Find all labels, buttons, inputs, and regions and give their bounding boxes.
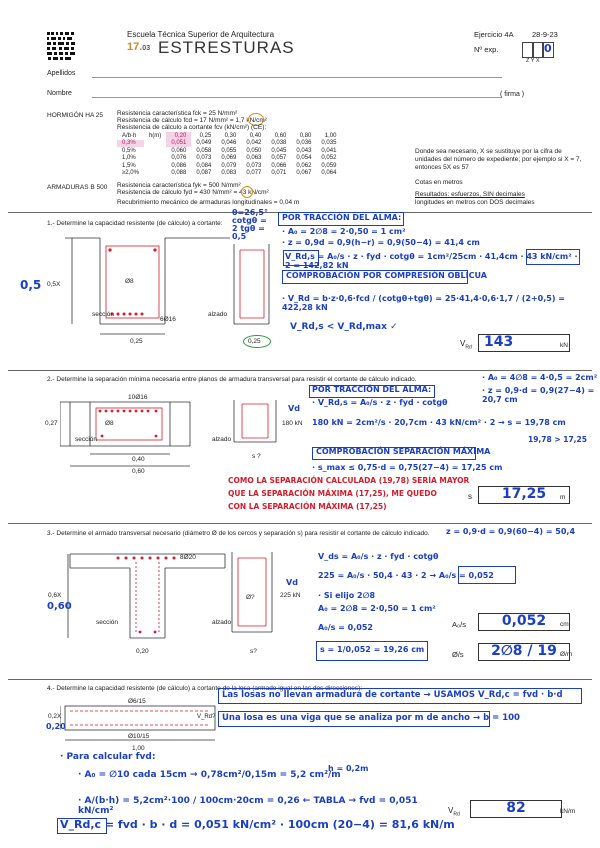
q1-spacing: 0,25 xyxy=(248,338,261,345)
q1-elevation-drawing xyxy=(232,244,272,334)
q4-bot: Ø10/15 xyxy=(128,733,150,740)
q3-hw-l6: s = 1/0,052 = 19,26 cm xyxy=(320,645,425,654)
note: Donde sea necesario, X se sustituye por la cifra de unidades del número de expediente; por ejemplo si X = 7, entonces 5X es 57 xyxy=(415,148,582,171)
q4-answer: 82 xyxy=(506,800,526,816)
th-100: 1,00 xyxy=(324,132,337,139)
q1-hw-angles: θ=26,5° cotgθ = 2 tgθ = 0,5 xyxy=(232,208,268,241)
cell: 0,073 xyxy=(196,155,212,162)
cell: 0,043 xyxy=(296,147,312,154)
q2-hw-title: POR TRACCIÓN DEL ALMA: xyxy=(312,385,432,394)
course-num: 17. xyxy=(127,41,143,53)
q3-s-label: Ø/s xyxy=(452,650,464,659)
q3-h: 0,6X xyxy=(48,592,62,599)
fcv-table xyxy=(117,132,341,177)
row-ratio: ≥2,0% xyxy=(122,170,139,177)
q1-hw-l1: · A₀ = 2∅8 = 2·0,50 = 1 cm² xyxy=(282,227,406,236)
q3-alzado: alzado xyxy=(212,619,232,626)
q2-unit: m xyxy=(560,494,566,501)
nombre-label: Nombre xyxy=(47,90,72,97)
school-name: Escuela Técnica Superior de Arquitectura xyxy=(127,30,275,39)
cell: 0,077 xyxy=(246,170,262,177)
cell: 0,083 xyxy=(221,170,237,177)
q4-w: 1,00 xyxy=(132,745,145,752)
q2-answer: 17,25 xyxy=(501,486,547,502)
q2-hw-l1: · V_Rd,s = A₀/s · z · fyd · cotgθ xyxy=(312,398,448,407)
th-040: 0,40 xyxy=(249,132,262,139)
q2-top: 10Ø16 xyxy=(128,394,148,401)
q1-seccion: sección xyxy=(92,311,115,318)
q4-hw-b2: Una losa es una viga que se analiza por m de ancho → b = 100 xyxy=(222,713,520,723)
q2-hw-r1: · A₀ = 4∅8 = 4·0,5 = 2cm² xyxy=(482,373,598,382)
school-logo xyxy=(47,32,77,60)
q1-hw-l6: V_Rd,s < V_Rd,max ✓ xyxy=(290,322,398,332)
q4-h: 0,2X xyxy=(48,713,62,720)
exercise-label: Ejercicio 4A xyxy=(474,30,514,39)
cell: 0,052 xyxy=(321,155,337,162)
q3-hw-result-box xyxy=(458,566,516,584)
th-ratio: A/b·h xyxy=(122,132,137,139)
q2-w1: 0,40 xyxy=(132,456,145,463)
exp-value: 0 xyxy=(544,42,552,55)
fyd-line: Resistencia de cálculo fyd = 430 N/mm² = 43 kN/cm² xyxy=(117,189,269,196)
exercise-date: 28-9-23 xyxy=(532,30,558,39)
cell: 0,055 xyxy=(221,147,237,154)
q3-hw-l5: A₀/s = 0,052 xyxy=(318,623,373,632)
q2-seccion: sección xyxy=(75,436,98,443)
cell: 0,084 xyxy=(196,162,212,169)
cell: 0,071 xyxy=(271,170,287,177)
q1-alzado: alzado xyxy=(208,311,228,318)
q3-h-hw: 0,60 xyxy=(47,601,72,612)
cell: 0,067 xyxy=(296,170,312,177)
q3-s-answer: 2∅8 / 19 xyxy=(491,643,557,659)
q2-alzado: alzado xyxy=(212,436,232,443)
q3-bar: Ø? xyxy=(246,594,255,601)
q4-text: 4.- Determine la capacidad resistente (de cálculo) a cortante de la losa (armado igual en las dos direcciones): xyxy=(47,685,363,692)
fcv-header-row xyxy=(117,132,341,140)
q4-vrd-v: V xyxy=(448,806,454,815)
q4-hw-l2: · A₀ = ∅10 cada 15cm → 0,78cm²/0,15m = 5,2 cm²/m xyxy=(78,770,341,780)
cell: 0,059 xyxy=(321,162,337,169)
apellidos-label: Apellidos xyxy=(47,70,76,77)
th-025: 0,25 xyxy=(199,132,212,139)
cell: 0,035 xyxy=(321,140,337,147)
cell: 0,057 xyxy=(271,155,287,162)
exp-zyx: Z Y X xyxy=(526,58,540,64)
q1-section-drawing xyxy=(60,232,230,352)
q1-long: 6Ø16 xyxy=(160,316,176,323)
q3-text: 3.- Determine el armado transversal necesario (diámetro Ø de los cercos y separación s) para resistir el cortante de cálculo indicado. xyxy=(47,530,430,537)
q1-hw-result-box xyxy=(526,249,580,265)
q2-hw-l4: COMPROBACIÓN SEPARACIÓN MÁXIMA xyxy=(316,447,491,456)
row-ratio: 1,5% xyxy=(122,162,136,169)
q4-hw-l4: V_Rd,c = fvd · b · d = 0,051 kN/cm² · 100cm (20−4) = 81,6 kN/m xyxy=(60,818,455,831)
q3-hw-top: z = 0,9·d = 0,9(60−4) = 50,4 xyxy=(446,527,576,536)
q1-bar: Ø8 xyxy=(125,278,134,285)
q4-hw-h: h = 0,2m xyxy=(328,764,369,773)
q3-hw-l1: V_ds = A₀/s · z · fyd · cotgθ xyxy=(318,552,439,561)
q1-hw-l4: COMPROBACIÓN POR COMPRESIÓN OBLICUA xyxy=(286,271,487,280)
results2: longitudes en metros con DOS decimales xyxy=(415,199,535,206)
q4-hw-l3: · A/(b·h) = 5,2cm²·100 / 100cm·20cm = 0,26 ← TABLA → fvd = 0,051 kN/cm² xyxy=(78,796,418,816)
q2-w2: 0,60 xyxy=(132,468,145,475)
cell: 0,087 xyxy=(196,170,212,177)
cell: 0,036 xyxy=(296,140,312,147)
q1-dim-hw: 0,5 xyxy=(20,278,42,292)
course-number xyxy=(127,41,150,53)
steel-label: ARMADURAS B 500 xyxy=(47,184,108,191)
cell: 0,064 xyxy=(321,170,337,177)
q2-hw-r2: · z = 0,9·d = 0,9(27−4) = 20,7 cm xyxy=(482,386,595,404)
cell: 0,038 xyxy=(271,140,287,147)
divider-3 xyxy=(8,523,592,524)
exp-label: Nº exp. xyxy=(474,45,499,54)
fck-line: Resistencia característica fck = 25 N/mm² xyxy=(117,110,238,117)
cell: 0,063 xyxy=(246,155,262,162)
q4-h-hw: 0,20 xyxy=(46,722,66,731)
row-ratio: 1,0% xyxy=(122,155,136,162)
divider-4 xyxy=(8,679,592,680)
q3-s: s? xyxy=(250,648,257,655)
q2-s: s ? xyxy=(252,453,261,460)
q3-hw-l3: · Si elijo 2∅8 xyxy=(318,591,376,600)
apellidos-line[interactable] xyxy=(92,77,502,78)
cover-line: Recubrimiento mecánico de armaduras longitudinales = 0,04 m xyxy=(117,199,300,206)
q2-s-label: s xyxy=(468,492,472,501)
q2-hw-l3: 19,78 > 17,25 xyxy=(528,435,587,444)
q3-seccion: sección xyxy=(96,619,119,626)
cell: 0,051 xyxy=(166,140,191,148)
th-020: 0,20 xyxy=(166,132,191,140)
cell: 0,046 xyxy=(221,140,237,147)
cell: 0,054 xyxy=(296,155,312,162)
q1-hw-l3: V_Rd,s = A₀/s · z · fyd · cotgθ = 1cm²/25cm · 41,4cm · 43 kN/cm² · 2 = 142,82 kN xyxy=(285,252,578,270)
q1-hw-l5: · V_Rd = b·z·0,6·fcd / (cotgθ+tgθ) = 25·41,4·0,6·1,7 / (2+0,5) = 422,28 kN xyxy=(282,294,565,312)
row-ratio: 0,3% xyxy=(117,140,144,148)
q2-vd-hw: Vd xyxy=(288,404,300,413)
results: Resultados: esfuerzos, SIN decimales xyxy=(415,191,525,198)
q1-hw-l2: · z = 0,9d = 0,9(h−r) = 0,9(50−4) = 41,4 cm xyxy=(282,238,480,247)
cotas: Cotas en metros xyxy=(415,179,463,186)
fcv-row xyxy=(117,162,341,170)
fyk-line: Resistencia característica fyk = 500 N/mm² xyxy=(117,182,241,189)
course-title: ESTRESTURAS xyxy=(158,38,295,57)
q1-dim-h: 0,5X xyxy=(47,281,61,288)
th-080: 0,80 xyxy=(299,132,312,139)
cell: 0,079 xyxy=(221,162,237,169)
cell: 0,086 xyxy=(171,162,187,169)
fcv-row xyxy=(117,147,341,155)
fcv-row xyxy=(117,170,341,178)
fcd-line: Resistencia de cálculo fcd = 17 N/mm² = 1,7 kN/cm² xyxy=(117,117,267,124)
course-sub: 03 xyxy=(142,45,151,52)
q2-h: 0,27 xyxy=(45,420,58,427)
q4-hw-l1: · Para calcular fvd: xyxy=(60,752,156,762)
q4-unit: kN/m xyxy=(560,808,576,815)
q4-vrd-sub: Rd xyxy=(453,811,460,818)
th-030: 0,30 xyxy=(224,132,237,139)
th-060: 0,60 xyxy=(274,132,287,139)
fcv-line: Resistencia de cálculo a cortante fcv (kN/cm²) (CE): xyxy=(117,124,267,131)
q3-a-label: A₀/s xyxy=(452,620,466,629)
q2-hw-l2: 180 kN = 2cm²/s · 20,7cm · 43 kN/cm² · 2 → s = 19,78 cm xyxy=(312,418,566,427)
q2-elevation-drawing xyxy=(232,400,278,450)
cell: 0,073 xyxy=(246,162,262,169)
q1-vrd-v: V xyxy=(460,339,466,348)
cell: 0,062 xyxy=(296,162,312,169)
q1-text: 1.- Determine la capacidad resistente (de cálculo) a cortante: xyxy=(47,220,223,227)
cell: 0,069 xyxy=(221,155,237,162)
q1-unit: kN xyxy=(560,342,568,349)
cell: 0,088 xyxy=(171,170,187,177)
nombre-line[interactable] xyxy=(92,97,502,98)
q3-vd: 225 kN xyxy=(280,592,301,599)
cell: 0,060 xyxy=(171,147,187,154)
cell: 0,042 xyxy=(246,140,262,147)
q3-vd-hw: Vd xyxy=(286,578,298,587)
q3-a-unit: cm xyxy=(560,621,569,628)
cell: 0,058 xyxy=(196,147,212,154)
q4-hw-b1: Las losas no llevan armadura de cortante → USAMOS V_Rd,c = fvd · b·d xyxy=(222,690,563,700)
q2-red3: CON LA SEPARACIÓN MÁXIMA (17,25) xyxy=(228,502,387,511)
q2-red1: COMO LA SEPARACIÓN CALCULADA (19,78) SERÍA MAYOR xyxy=(228,476,470,485)
th-h: h(m) xyxy=(148,132,162,139)
q2-vd: 180 kN xyxy=(282,420,303,427)
firma-label: ( firma ) xyxy=(500,91,525,98)
q2-red2: QUE LA SEPARACIÓN MÁXIMA (17,25), ME QUEDO xyxy=(228,489,437,498)
q3-w: 0,20 xyxy=(136,648,149,655)
cell: 0,049 xyxy=(196,140,212,147)
q3-s-unit: Ø/m xyxy=(560,651,573,658)
cell: 0,041 xyxy=(321,147,337,154)
q1-width: 0,25 xyxy=(130,338,143,345)
q1-hw-title: POR TRACCIÓN DEL ALMA: xyxy=(282,213,402,222)
q1-answer: 143 xyxy=(484,334,514,350)
concrete-label: HORMIGÓN HA 25 xyxy=(47,112,103,119)
q3-section-drawing xyxy=(60,548,230,648)
q2-text: 2.- Determine la separación mínima necesaria entre planos de armadura transversal para resistir el cortante de cálculo indicado. xyxy=(47,376,417,383)
q1-vrd-label xyxy=(460,339,472,351)
q4-top: Ø6/15 xyxy=(128,698,146,705)
q2-hw-l5: · s_max ≤ 0,75·d = 0,75(27−4) = 17,25 cm xyxy=(312,463,503,472)
cell: 0,045 xyxy=(271,147,287,154)
row-ratio: 0,5% xyxy=(122,147,136,154)
q3-top: 8Ø20 xyxy=(180,554,196,561)
q3-hw-l2: 225 = A₀/s · 50,4 · 43 · 2 → A₀/s = 0,052 xyxy=(318,571,494,580)
divider-2 xyxy=(8,370,592,371)
q3-a-answer: 0,052 xyxy=(501,613,547,629)
fcv-row xyxy=(117,140,341,148)
q3-hw-l4: A₀ = 2∅8 = 2·0,50 = 1 cm² xyxy=(318,604,436,613)
cell: 0,066 xyxy=(271,162,287,169)
q2-bar: Ø8 xyxy=(105,420,114,427)
q4-vrd-label xyxy=(448,806,460,818)
cell: 0,076 xyxy=(171,155,187,162)
fyd-circle xyxy=(241,186,253,198)
q4-vrd: V_Rd? xyxy=(197,714,216,720)
cell: 0,050 xyxy=(246,147,262,154)
fcv-row xyxy=(117,155,341,163)
q1-vrd-sub: Rd xyxy=(465,344,472,351)
